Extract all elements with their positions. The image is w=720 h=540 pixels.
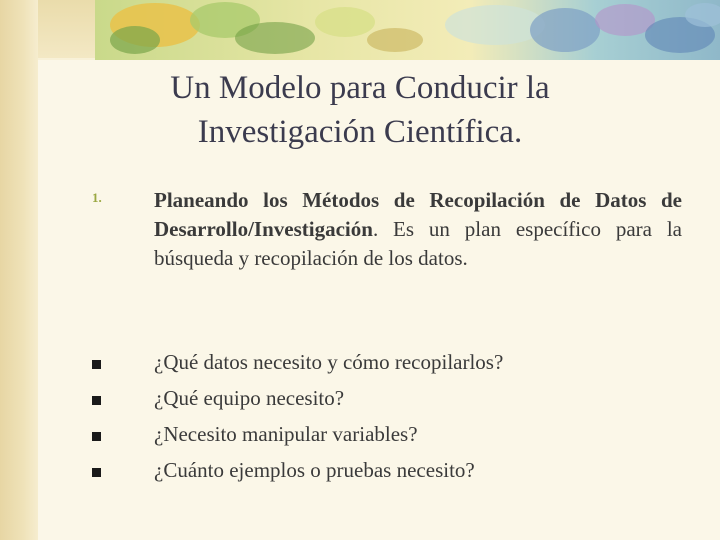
bullet-text: ¿Necesito manipular variables? <box>154 422 418 446</box>
bullet-text: ¿Qué datos necesito y cómo recopilarlos? <box>154 350 504 374</box>
square-bullet-icon <box>92 360 101 369</box>
floral-banner-icon <box>95 0 720 60</box>
item-paragraph <box>154 186 682 273</box>
left-parchment-band <box>0 0 38 540</box>
item-number: 1. <box>92 190 102 205</box>
title-line-1: Un Modelo para Conducir la <box>170 70 550 106</box>
bullet-list <box>92 348 682 492</box>
list-item <box>92 420 682 456</box>
slide-title <box>60 66 660 154</box>
list-item <box>92 348 682 384</box>
bullet-text: ¿Cuánto ejemplos o pruebas necesito? <box>154 458 475 482</box>
item-rest-text: . Es un plan específico para la búsqueda y recopilación de los datos. <box>154 217 682 270</box>
square-bullet-icon <box>92 396 101 405</box>
list-item <box>92 456 682 492</box>
square-bullet-icon <box>92 468 101 477</box>
square-bullet-icon <box>92 432 101 441</box>
list-item <box>92 384 682 420</box>
title-line-2: Investigación Científica. <box>197 114 523 150</box>
item-bold-text: Planeando los Métodos de Recopilación de Datos de Desarrollo/Investigación <box>154 188 682 241</box>
bullet-text: ¿Qué equipo necesito? <box>154 386 345 410</box>
